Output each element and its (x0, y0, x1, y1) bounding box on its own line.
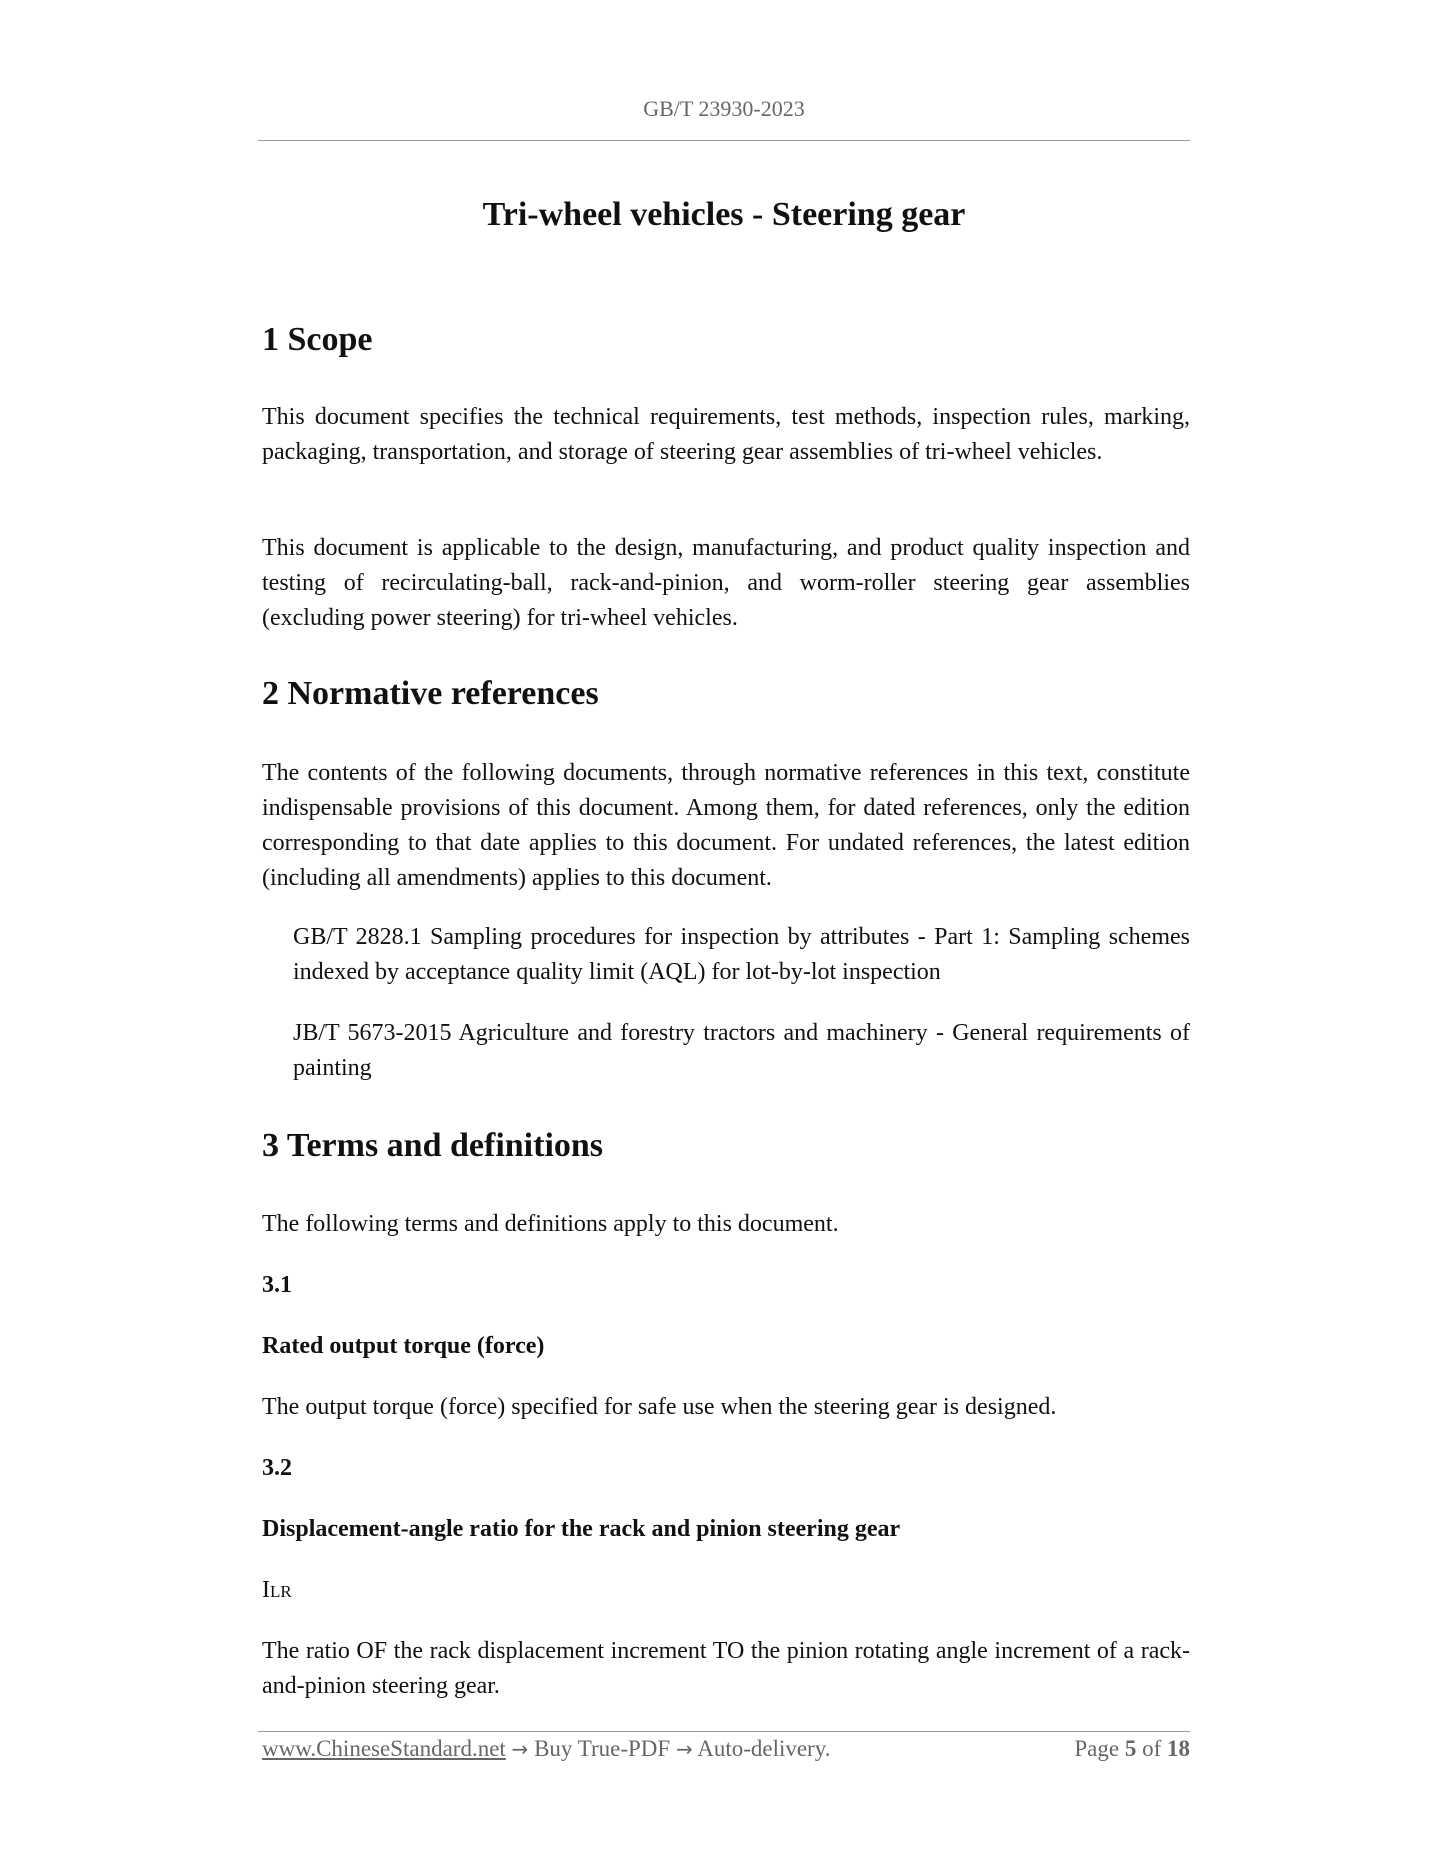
section-2-heading-block (262, 674, 1190, 714)
arrow-right-icon: → (675, 1737, 693, 1761)
term-3-2-definition-block (262, 1634, 1190, 1704)
term-definition: The ratio OF the rack displacement increment TO the pinion rotating angle increment of a rack-and-pinion steering gear. (262, 1638, 1190, 1699)
section-2-heading: 2 Normative references (262, 675, 599, 712)
document-title: Tri-wheel vehicles - Steering gear (482, 196, 966, 233)
section-3-heading-block (262, 1126, 1190, 1166)
symbol-main: I (262, 1577, 270, 1603)
running-header-code: GB/T 23930-2023 (643, 96, 805, 121)
term-name: Displacement-angle ratio for the rack and pinion steering gear (262, 1516, 901, 1542)
symbol-subscript: LR (270, 1582, 292, 1601)
term-3-1-name-block (262, 1329, 1190, 1364)
section-1-heading: 1 Scope (262, 321, 373, 358)
header-divider (258, 140, 1190, 141)
applicability-paragraph: This document is applicable to the design, manufacturing, and product quality inspection and testing of recirculating-ball, rack-and-pinion, and worm-roller steering gear assemblies (excluding power steering) for tri-wheel vehicles. (262, 535, 1190, 631)
section-2-paragraph-1 (262, 756, 1190, 896)
term-3-2-symbol-block (262, 1573, 1190, 1609)
term-number: 3.1 (262, 1272, 292, 1298)
section-1-paragraph-2 (262, 531, 1190, 636)
reference-item: GB/T 2828.1 Sampling procedures for inspection by attributes - Part 1: Sampling schemes indexed by acceptance quality limit (AQL) for lot-by-lot inspection (293, 924, 1190, 985)
term-3-2-number-block (262, 1451, 1190, 1486)
footer-promo (262, 1734, 830, 1764)
arrow-right-icon: → (511, 1737, 529, 1761)
term-3-1-definition-block (262, 1390, 1190, 1425)
page-total: 18 (1167, 1736, 1190, 1761)
buy-text: Buy True-PDF (534, 1736, 671, 1761)
site-link[interactable]: www.ChineseStandard.net (262, 1736, 506, 1761)
normative-intro-paragraph: The contents of the following documents, through normative references in this text, constitute indispensable provisions of this document. Among them, for dated references, only the edition corresponding to that date applies to this document. For undated references, the latest edition (including all amendments) applies to this document. (262, 760, 1190, 891)
term-3-1-number-block (262, 1268, 1190, 1303)
terms-intro-paragraph: The following terms and definitions apply to this document. (262, 1211, 839, 1237)
scope-paragraph: This document specifies the technical requirements, test methods, inspection rules, marking, packaging, transportation, and storage of steering gear assemblies of tri-wheel vehicles. (262, 404, 1190, 465)
term-name: Rated output torque (force) (262, 1333, 545, 1359)
page-word: Page (1074, 1736, 1120, 1761)
section-1-heading-block (262, 320, 1190, 360)
section-3-heading: 3 Terms and definitions (262, 1127, 604, 1164)
of-word: of (1142, 1736, 1162, 1761)
footer-divider (258, 1731, 1190, 1732)
term-symbol (262, 1573, 1190, 1609)
term-number: 3.2 (262, 1455, 292, 1481)
reference-item: JB/T 5673-2015 Agriculture and forestry tractors and machinery - General requirements of painting (293, 1020, 1190, 1081)
delivery-text: Auto-delivery. (697, 1736, 831, 1761)
term-definition: The output torque (force) specified for safe use when the steering gear is designed. (262, 1394, 1057, 1420)
section-3-intro (262, 1207, 1190, 1242)
page-current: 5 (1124, 1736, 1137, 1761)
section-1-paragraph-1 (262, 400, 1190, 470)
page-number (1074, 1734, 1190, 1764)
term-3-2-name-block (262, 1512, 1190, 1547)
